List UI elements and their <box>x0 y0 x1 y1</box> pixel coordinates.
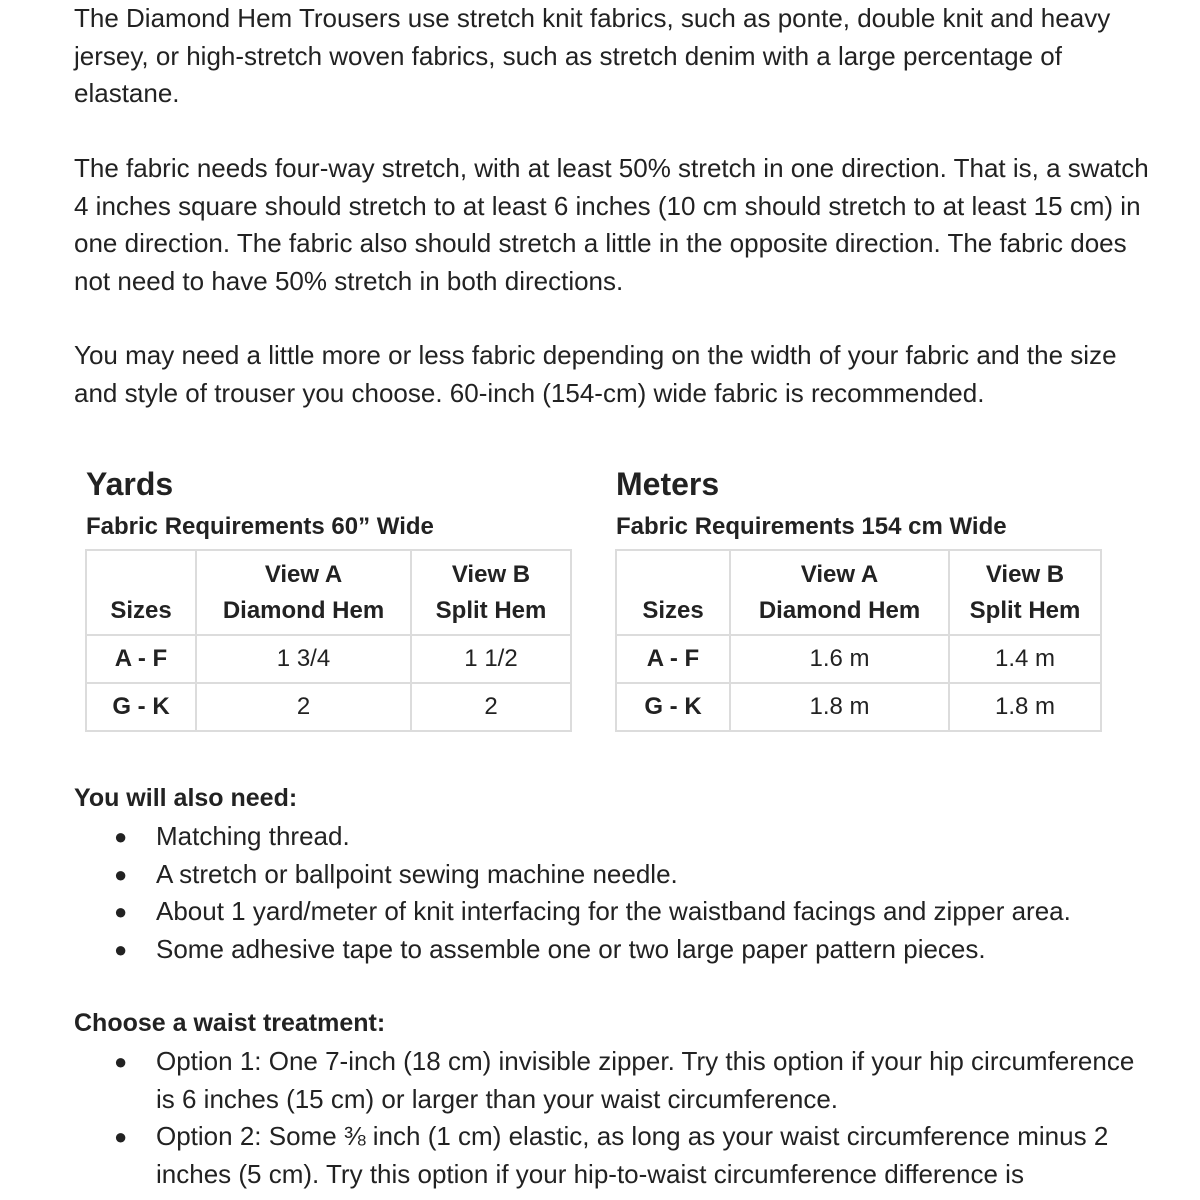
table-row <box>616 635 1101 683</box>
bullet-icon: ● <box>114 1049 128 1074</box>
table-row <box>616 683 1101 731</box>
header-view-b-sublabel: Split Hem <box>969 596 1081 624</box>
stretch-paragraph: The fabric needs four-way stretch, with at least 50% stretch in one direction. That is, a swatch 4 inches square should stretch to at least 6 inches (10 cm should stretch to at least 15 cm) in one direction. The fabric also should stretch a little in the opposite direction. The fabric does not need to have 50% stretch in both directions. <box>74 153 1149 296</box>
header-view-b <box>949 550 1101 635</box>
bullet-icon: ● <box>114 1124 128 1149</box>
also-need-list <box>0 818 1200 968</box>
header-sizes <box>616 550 730 635</box>
list-item-text: Some adhesive tape to assemble one or two large paper pattern pieces. <box>156 933 986 964</box>
list-item <box>0 1118 1146 1193</box>
intro-paragraph: The Diamond Hem Trousers use stretch knit fabrics, such as ponte, double knit and heavy jersey, or high-stretch woven fabrics, such as stretch denim with a large percentage of elastane. <box>74 3 1111 108</box>
size-cell: A - F <box>616 635 730 683</box>
header-sizes-label: Sizes <box>110 596 172 624</box>
view-b-cell: 1 1/2 <box>411 635 571 683</box>
yards-requirements-table <box>85 549 572 732</box>
size-cell: G - K <box>616 683 730 731</box>
waist-treatment-list <box>0 1043 1200 1193</box>
view-b-cell: 2 <box>411 683 571 731</box>
size-cell: A - F <box>86 635 196 683</box>
meters-table-caption: Fabric Requirements 154 cm Wide <box>616 513 1007 540</box>
bullet-icon: ● <box>114 824 128 849</box>
list-item-text: Matching thread. <box>156 821 350 851</box>
header-sizes-label: Sizes <box>642 596 704 624</box>
list-item <box>0 856 1146 894</box>
list-item <box>0 893 1146 931</box>
header-view-a <box>730 550 949 635</box>
view-a-cell: 1 3/4 <box>196 635 411 683</box>
bullet-icon: ● <box>114 899 128 924</box>
header-sizes <box>86 550 196 635</box>
header-view-b <box>411 550 571 635</box>
list-item <box>0 818 1146 856</box>
list-item <box>0 1043 1146 1118</box>
size-cell: G - K <box>86 683 196 731</box>
table-row <box>86 635 571 683</box>
header-view-a-sublabel: Diamond Hem <box>758 596 921 624</box>
view-b-cell: 1.4 m <box>949 635 1101 683</box>
view-a-cell: 1.8 m <box>730 683 949 731</box>
table-header-row <box>616 550 1101 635</box>
list-item-text: A stretch or ballpoint sewing machine needle. <box>156 858 678 889</box>
meters-heading: Meters <box>616 466 720 502</box>
width-paragraph: You may need a little more or less fabric depending on the width of your fabric and the size and style of trouser you choose. 60-inch (154-cm) wide fabric is recommended. <box>74 340 1117 408</box>
yards-table-caption: Fabric Requirements 60” Wide <box>86 513 434 540</box>
list-item-text: Option 2: Some ⅜ inch (1 cm) elastic, as long as your waist circumference minus 2 inches (5 cm). Try this option if your hip-to-waist circumference difference is <box>156 1121 1109 1189</box>
header-view-b-label: View B <box>985 560 1065 588</box>
bullet-icon: ● <box>114 936 128 962</box>
header-view-a-label: View A <box>800 560 879 588</box>
list-item <box>0 931 1146 969</box>
header-view-a <box>196 550 411 635</box>
header-view-b-label: View B <box>451 560 531 588</box>
also-need-heading: You will also need: <box>74 784 298 812</box>
view-b-cell: 1.8 m <box>949 683 1101 731</box>
table-header-row <box>86 550 571 635</box>
waist-treatment-heading: Choose a waist treatment: <box>74 1009 386 1037</box>
yards-heading: Yards <box>86 466 174 502</box>
header-view-a-sublabel: Diamond Hem <box>222 596 385 624</box>
meters-requirements-table <box>615 549 1102 732</box>
list-item-text: About 1 yard/meter of knit interfacing for the waistband facings and zipper area. <box>156 896 1071 926</box>
header-view-b-sublabel: Split Hem <box>435 596 547 624</box>
view-a-cell: 2 <box>196 683 411 731</box>
list-item-text: Option 1: One 7-inch (18 cm) invisible zipper. Try this option if your hip circumference is 6 inches (15 cm) or larger than your waist circumference. <box>156 1046 1135 1114</box>
table-row <box>86 683 571 731</box>
view-a-cell: 1.6 m <box>730 635 949 683</box>
header-view-a-label: View A <box>264 560 343 588</box>
bullet-icon: ● <box>114 861 128 887</box>
